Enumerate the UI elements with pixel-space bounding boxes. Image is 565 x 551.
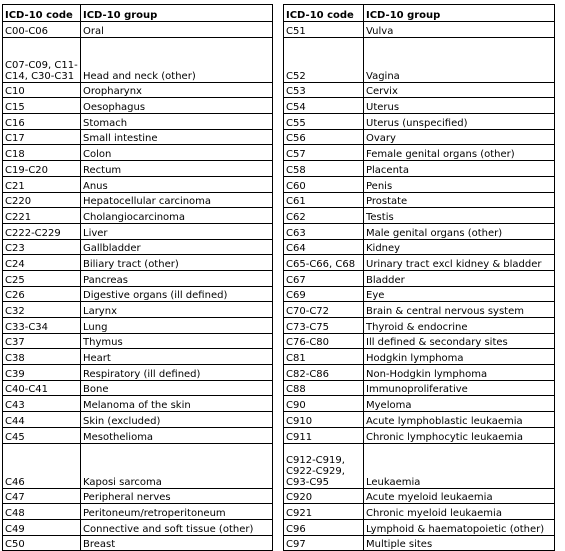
table-body-left [3, 22, 273, 551]
table-row [3, 192, 273, 208]
icd10-group-cell: Mesothelioma [81, 427, 273, 443]
table-row [284, 519, 555, 535]
table-row [3, 239, 273, 255]
icd10-group-cell: Thyroid & endocrine [364, 318, 555, 334]
table-row [3, 504, 273, 520]
table-row [3, 208, 273, 224]
icd10-code-cell: C912-C919, C922-C929, C93-C95 [284, 443, 364, 488]
table-row [284, 161, 555, 177]
icd10-code-cell: C46 [3, 443, 81, 488]
table-row [284, 427, 555, 443]
icd10-group-cell: Breast [81, 535, 273, 551]
icd10-code-cell: C97 [284, 535, 364, 551]
table-row [284, 208, 555, 224]
icd10-code-cell: C21 [3, 176, 81, 192]
icd10-code-cell: C921 [284, 504, 364, 520]
table-row [3, 318, 273, 334]
icd10-group-cell: Eye [364, 286, 555, 302]
table-row [3, 22, 273, 38]
table-row [284, 98, 555, 114]
icd10-group-cell: Chronic myeloid leukaemia [364, 504, 555, 520]
icd10-code-cell: C67 [284, 270, 364, 286]
icd10-group-cell: Urinary tract excl kidney & bladder [364, 255, 555, 271]
icd10-code-cell: C47 [3, 488, 81, 504]
table-row [3, 255, 273, 271]
table-row [284, 365, 555, 381]
icd10-code-cell: C56 [284, 129, 364, 145]
table-row [3, 412, 273, 428]
icd10-code-cell: C920 [284, 488, 364, 504]
table-row [3, 270, 273, 286]
icd10-group-cell: Vulva [364, 22, 555, 38]
table-row [284, 37, 555, 82]
table-row [3, 176, 273, 192]
icd10-group-cell: Head and neck (other) [81, 37, 273, 82]
table-row [284, 318, 555, 334]
icd10-group-cell: Digestive organs (ill defined) [81, 286, 273, 302]
icd10-group-cell: Kidney [364, 239, 555, 255]
icd10-group-cell: Penis [364, 176, 555, 192]
table-row [284, 535, 555, 551]
table-row [284, 192, 555, 208]
icd10-code-cell: C55 [284, 114, 364, 130]
table-row [3, 286, 273, 302]
icd10-group-cell: Oropharynx [81, 82, 273, 98]
icd10-group-cell: Uterus (unspecified) [364, 114, 555, 130]
icd10-code-cell: C910 [284, 412, 364, 428]
icd10-group-cell: Peritoneum/retroperitoneum [81, 504, 273, 520]
table-header-row [3, 5, 273, 22]
icd10-code-cell: C73-C75 [284, 318, 364, 334]
icd10-group-cell: Melanoma of the skin [81, 396, 273, 412]
icd10-code-cell: C70-C72 [284, 302, 364, 318]
table-row [3, 129, 273, 145]
icd10-code-cell: C00-C06 [3, 22, 81, 38]
icd10-group-cell: Colon [81, 145, 273, 161]
icd10-code-cell: C26 [3, 286, 81, 302]
icd10-group-cell: Lymphoid & haematopoietic (other) [364, 519, 555, 535]
icd10-group-cell: Liver [81, 223, 273, 239]
icd10-group-cell: Rectum [81, 161, 273, 177]
icd10-group-cell: Hepatocellular carcinoma [81, 192, 273, 208]
icd10-code-cell: C76-C80 [284, 333, 364, 349]
icd10-code-cell: C61 [284, 192, 364, 208]
icd10-group-cell: Cholangiocarcinoma [81, 208, 273, 224]
icd10-code-cell: C39 [3, 365, 81, 381]
table-row [284, 239, 555, 255]
icd10-group-cell: Kaposi sarcoma [81, 443, 273, 488]
table-row [3, 114, 273, 130]
icd10-group-cell: Respiratory (ill defined) [81, 365, 273, 381]
icd10-code-cell: C19-C20 [3, 161, 81, 177]
table-row [284, 114, 555, 130]
table-row [3, 519, 273, 535]
table-row [284, 333, 555, 349]
icd10-table-left [2, 4, 273, 551]
icd10-code-cell: C33-C34 [3, 318, 81, 334]
table-row [284, 443, 555, 488]
icd10-group-cell: Placenta [364, 161, 555, 177]
table-row [284, 302, 555, 318]
icd10-code-cell: C48 [3, 504, 81, 520]
table-row [284, 349, 555, 365]
icd10-group-cell: Acute lymphoblastic leukaemia [364, 412, 555, 428]
table-row [284, 286, 555, 302]
icd10-group-cell: Prostate [364, 192, 555, 208]
icd10-code-cell: C44 [3, 412, 81, 428]
icd10-code-cell: C23 [3, 239, 81, 255]
table-row [3, 223, 273, 239]
icd10-code-cell: C81 [284, 349, 364, 365]
icd10-group-cell: Connective and soft tissue (other) [81, 519, 273, 535]
header-icd10-group: ICD-10 group [364, 5, 555, 22]
icd10-code-cell: C222-C229 [3, 223, 81, 239]
icd10-code-cell: C911 [284, 427, 364, 443]
icd10-code-cell: C17 [3, 129, 81, 145]
icd10-group-cell: Thymus [81, 333, 273, 349]
header-icd10-group: ICD-10 group [81, 5, 273, 22]
table-row [3, 37, 273, 82]
icd10-code-cell: C25 [3, 270, 81, 286]
icd10-code-cell: C60 [284, 176, 364, 192]
icd10-code-cell: C50 [3, 535, 81, 551]
icd10-group-cell: Stomach [81, 114, 273, 130]
icd10-group-cell: Cervix [364, 82, 555, 98]
icd10-code-cell: C43 [3, 396, 81, 412]
icd10-code-cell: C88 [284, 380, 364, 396]
icd10-group-cell: Heart [81, 349, 273, 365]
icd10-group-cell: Small intestine [81, 129, 273, 145]
icd10-group-cell: Uterus [364, 98, 555, 114]
icd10-table-right [283, 4, 555, 551]
icd10-code-cell: C16 [3, 114, 81, 130]
table-row [284, 488, 555, 504]
icd10-code-cell: C37 [3, 333, 81, 349]
table-row [284, 270, 555, 286]
icd10-group-cell: Hodgkin lymphoma [364, 349, 555, 365]
table-row [284, 396, 555, 412]
icd10-group-cell: Peripheral nerves [81, 488, 273, 504]
icd10-code-cell: C90 [284, 396, 364, 412]
table-row [3, 488, 273, 504]
icd10-group-cell: Testis [364, 208, 555, 224]
icd10-group-cell: Anus [81, 176, 273, 192]
table-row [3, 427, 273, 443]
table-row [3, 98, 273, 114]
table-row [284, 82, 555, 98]
icd10-group-cell: Female genital organs (other) [364, 145, 555, 161]
table-row [3, 349, 273, 365]
table-row [3, 302, 273, 318]
icd10-code-cell: C32 [3, 302, 81, 318]
table-row [3, 145, 273, 161]
icd10-code-cell: C63 [284, 223, 364, 239]
table-row [284, 255, 555, 271]
table-row [284, 129, 555, 145]
icd10-group-cell: Ovary [364, 129, 555, 145]
table-body-right [284, 22, 555, 551]
icd10-code-cell: C15 [3, 98, 81, 114]
icd10-code-cell: C18 [3, 145, 81, 161]
table-row [284, 380, 555, 396]
icd10-code-cell: C07-C09, C11-C14, C30-C31 [3, 37, 81, 82]
table-row [3, 333, 273, 349]
icd10-group-cell: Oesophagus [81, 98, 273, 114]
table-row [284, 22, 555, 38]
icd10-code-cell: C58 [284, 161, 364, 177]
icd10-group-cell: Leukaemia [364, 443, 555, 488]
icd10-code-cell: C65-C66, C68 [284, 255, 364, 271]
icd10-group-cell: Multiple sites [364, 535, 555, 551]
icd10-group-cell: Myeloma [364, 396, 555, 412]
icd10-group-cell: Oral [81, 22, 273, 38]
icd10-group-cell: Gallbladder [81, 239, 273, 255]
table-row [284, 223, 555, 239]
icd10-group-cell: Bladder [364, 270, 555, 286]
table-row [3, 535, 273, 551]
icd10-group-cell: Vagina [364, 37, 555, 82]
icd10-code-cell: C52 [284, 37, 364, 82]
icd10-code-cell: C51 [284, 22, 364, 38]
icd10-code-cell: C49 [3, 519, 81, 535]
icd10-group-cell: Skin (excluded) [81, 412, 273, 428]
header-icd10-code: ICD-10 code [3, 5, 81, 22]
table-row [284, 145, 555, 161]
icd10-code-cell: C40-C41 [3, 380, 81, 396]
icd10-group-cell: Acute myeloid leukaemia [364, 488, 555, 504]
icd10-group-cell: Pancreas [81, 270, 273, 286]
icd10-code-cell: C57 [284, 145, 364, 161]
table-row [3, 82, 273, 98]
icd10-code-cell: C54 [284, 98, 364, 114]
table-row [3, 161, 273, 177]
icd10-tables-page [1, 4, 564, 551]
table-row [284, 176, 555, 192]
icd10-group-cell: Chronic lymphocytic leukaemia [364, 427, 555, 443]
icd10-group-cell: Ill defined & secondary sites [364, 333, 555, 349]
icd10-code-cell: C45 [3, 427, 81, 443]
icd10-code-cell: C96 [284, 519, 364, 535]
table-row [284, 412, 555, 428]
icd10-group-cell: Larynx [81, 302, 273, 318]
icd10-code-cell: C64 [284, 239, 364, 255]
icd10-code-cell: C82-C86 [284, 365, 364, 381]
icd10-code-cell: C10 [3, 82, 81, 98]
icd10-code-cell: C53 [284, 82, 364, 98]
icd10-group-cell: Brain & central nervous system [364, 302, 555, 318]
icd10-group-cell: Non-Hodgkin lymphoma [364, 365, 555, 381]
table-row [3, 380, 273, 396]
table-header-row [284, 5, 555, 22]
icd10-code-cell: C38 [3, 349, 81, 365]
icd10-group-cell: Male genital organs (other) [364, 223, 555, 239]
table-row [3, 443, 273, 488]
icd10-code-cell: C62 [284, 208, 364, 224]
table-row [3, 396, 273, 412]
icd10-group-cell: Bone [81, 380, 273, 396]
table-row [284, 504, 555, 520]
icd10-code-cell: C221 [3, 208, 81, 224]
icd10-code-cell: C24 [3, 255, 81, 271]
icd10-group-cell: Immunoproliferative [364, 380, 555, 396]
icd10-group-cell: Biliary tract (other) [81, 255, 273, 271]
table-row [3, 365, 273, 381]
icd10-code-cell: C69 [284, 286, 364, 302]
icd10-code-cell: C220 [3, 192, 81, 208]
header-icd10-code: ICD-10 code [284, 5, 364, 22]
icd10-group-cell: Lung [81, 318, 273, 334]
